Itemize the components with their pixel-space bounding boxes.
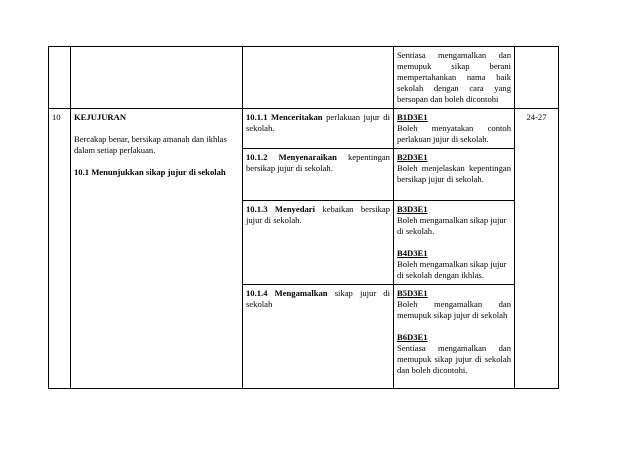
topic-definition: Bercakap benar, bersikap amanah dan ikhlas dalam setiap perlakuan. xyxy=(74,134,227,155)
objective-code: 10.1.2 xyxy=(246,152,268,162)
standard-description: Boleh mengamalkan sikap jujur di sekolah. xyxy=(397,215,507,236)
week-range: 24-27 xyxy=(526,112,547,122)
learning-objective-cell xyxy=(243,285,394,389)
performance-standard-cell xyxy=(394,285,515,389)
objective-code: 10.1.4 xyxy=(246,288,268,298)
subtopic-title: 10.1 Menunjukkan sikap jujur di sekolah xyxy=(74,167,226,177)
row-number: 10 xyxy=(52,112,61,122)
standard-description: Sentiasa mengamalkan dan memupuk sikap berani mempertahankan nama baik sekolah dengan cara yang bersopan dan boleh dicontohi xyxy=(397,50,511,104)
objective-keyword: Menceritakan xyxy=(271,112,323,122)
topic-cell xyxy=(71,47,243,109)
objective-code: 10.1.3 xyxy=(246,204,268,214)
standard-code: B2D3E1 xyxy=(397,152,428,162)
objective-keyword: Mengamalkan xyxy=(274,288,328,298)
objective-text: kebaikan bersikap jujur di sekolah. xyxy=(246,204,390,225)
performance-standard-cell xyxy=(394,201,515,285)
standard-description: Boleh mengamalkan sikap jujur di sekolah dengan ikhlas. xyxy=(397,259,507,280)
standard-description: Boleh menjelaskan kepentingan bersikap jujur di sekolah. xyxy=(397,163,511,184)
week-cell xyxy=(515,109,559,389)
standard-code: B1D3E1 xyxy=(397,112,428,122)
standard-description: Boleh menyatakan contoh perlakuan jujur di sekolah. xyxy=(397,123,511,144)
table-row xyxy=(49,109,559,149)
standard-code: B6D3E1 xyxy=(397,332,428,342)
performance-standard-cell xyxy=(394,47,515,109)
topic-cell xyxy=(71,109,243,389)
number-cell xyxy=(49,47,71,109)
objective-text: kepentingan bersikap jujur di sekolah. xyxy=(246,152,390,173)
topic-title: KEJUJURAN xyxy=(74,112,127,122)
performance-standard-cell xyxy=(394,109,515,149)
week-cell xyxy=(515,47,559,109)
lesson-plan-table xyxy=(48,46,559,389)
objective-text: perlakuan jujur di sekolah. xyxy=(246,112,390,133)
table-row-continuation xyxy=(49,47,559,109)
standard-code: B5D3E1 xyxy=(397,288,428,298)
learning-objective-cell xyxy=(243,47,394,109)
standard-description: Sentiasa mengamalkan dan memupuk sikap jujur di sekolah dan boleh dicontohi. xyxy=(397,343,511,375)
objective-keyword: Menyedari xyxy=(274,204,316,214)
standard-description: Boleh mengamalkan dan memupuk sikap jujur di sekolah xyxy=(397,299,511,320)
learning-objective-cell xyxy=(243,109,394,149)
performance-standard-cell xyxy=(394,149,515,201)
number-cell xyxy=(49,109,71,389)
objective-keyword: Menyenaraikan xyxy=(278,152,337,162)
objective-code: 10.1.1 xyxy=(246,112,268,122)
standard-code: B4D3E1 xyxy=(397,248,428,258)
learning-objective-cell xyxy=(243,149,394,201)
objective-text: sikap jujur di sekolah xyxy=(246,288,390,309)
learning-objective-cell xyxy=(243,201,394,285)
standard-code: B3D3E1 xyxy=(397,204,428,214)
